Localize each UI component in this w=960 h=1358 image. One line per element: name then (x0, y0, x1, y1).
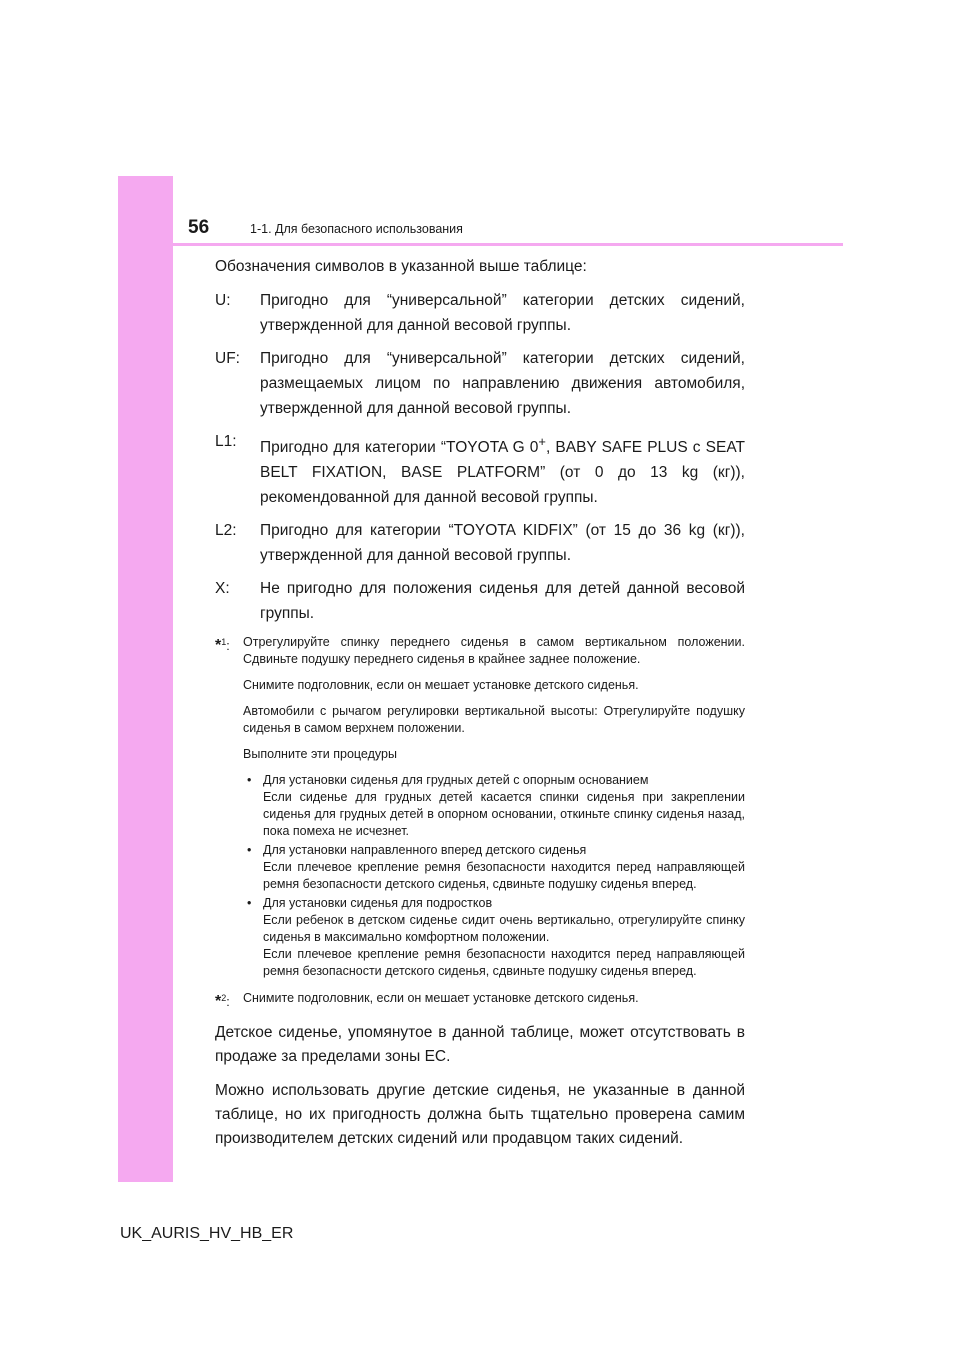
legend-item-l1 (215, 429, 745, 510)
legend-text: Не пригодно для положения сиденья для детей данной весовой группы. (260, 580, 745, 623)
legend-text-part: , BABY SAFE PLUS с SEAT BELT FIXATION, BASE PLATFORM” (от 0 до 13 kg (кг)), рекомендованной для данной весовой группы. (260, 439, 745, 507)
list-item-body (263, 842, 745, 893)
footnote-body: Снимите подголовник, если он мешает установке детского сиденья. (243, 991, 639, 1006)
body-paragraph: Детское сиденье, упомянутое в данной таблице, может отсутствовать в продаже за пределами зоны ЕС. (215, 1024, 745, 1066)
document-code: UK_AURIS_HV_HB_ER (120, 1225, 294, 1242)
bullet-icon: • (247, 843, 252, 858)
legend-item-uf (215, 346, 745, 421)
bullet-icon: • (247, 773, 252, 788)
list-item-text: Если сиденье для грудных детей касается спинки сиденья при закреплении сиденья для грудных детей в опорном основании, откиньте спинку сиденья назад, пока помеха не исчезнет. (263, 790, 745, 839)
list-item-body (263, 772, 745, 840)
footnote-paragraph: Автомобили с рычагом регулировки вертикальной высоты: Отрегулируйте подушку сиденья в самом верхнем положении. (243, 704, 745, 736)
footnote-number: 1 (221, 637, 227, 648)
footnote-marker: *$^2$: (215, 993, 230, 1011)
footnote-paragraph: Отрегулируйте спинку переднего сиденья в самом вертикальном положении. Сдвиньте подушку переднего сиденья в крайнее заднее положение. (243, 635, 745, 667)
list-item (243, 842, 745, 893)
footnote-2 (215, 990, 745, 1011)
legend-text-part: Пригодно для категории “TOYOTA G 0 (260, 439, 539, 457)
legend-item-x (215, 576, 745, 626)
footnote-1 (215, 634, 745, 982)
legend-text: Пригодно для “универсальной” категории детских сидений, размещаемых лицом по направлению движения автомобиля, утвержденной для данной весовой группы. (260, 350, 745, 417)
legend-intro: Обозначения символов в указанной выше таблице: (215, 258, 587, 275)
legend-key: U: (215, 292, 231, 309)
legend-text (260, 429, 745, 510)
side-tab-bar (118, 176, 173, 1182)
footnote-number: 2 (221, 993, 227, 1004)
list-item-body (263, 895, 745, 980)
legend-item-u (215, 288, 745, 338)
list-item (243, 772, 745, 840)
list-item-title: Для установки сиденья для грудных детей с опорным основанием (263, 773, 649, 788)
list-item-text: Если плечевое крепление ремня безопасности находится перед направляющей ремня безопасности детского сиденья, сдвиньте подушку сиденья вперед. (263, 947, 745, 979)
body-paragraph: Можно использовать другие детские сиденья, не указанные в данной таблице, но их пригодность должна быть тщательно проверена самим производителем детских сидений или продавцом таких сидений. (215, 1082, 745, 1148)
footnote-marker: *$^1$: (215, 637, 230, 655)
legend-key: UF: (215, 350, 240, 367)
bullet-icon: • (247, 896, 252, 911)
list-item-title: Для установки направленного вперед детского сиденья (263, 843, 587, 858)
legend-key: L1: (215, 433, 237, 450)
footnote-paragraph: Снимите подголовник, если он мешает установке детского сиденья. (243, 678, 639, 693)
page-number: 56 (188, 217, 210, 238)
section-title: 1-1. Для безопасного использования (250, 222, 463, 236)
procedure-list (243, 772, 745, 980)
list-item-title: Для установки сиденья для подростков (263, 896, 493, 911)
legend-key: X: (215, 580, 230, 598)
list-item-text: Если ребенок в детском сиденье сидит очень вертикально, отрегулируйте спинку сиденья в максимально комфортном положении. (263, 913, 745, 945)
header-rule (173, 243, 843, 246)
legend-text: Пригодно для категории “TOYOTA KIDFIX” (от 15 до 36 kg (кг)), утвержденной для данной весовой группы. (260, 522, 745, 565)
footnote-paragraph: Выполните эти процедуры (243, 747, 397, 762)
main-content (215, 256, 745, 1159)
footnote-body (243, 634, 745, 982)
legend-item-l2 (215, 518, 745, 568)
list-item (243, 895, 745, 980)
legend-text: Пригодно для “универсальной” категории детских сидений, утвержденной для данной весовой группы. (260, 292, 745, 334)
legend-superscript: + (538, 434, 546, 449)
list-item-text: Если плечевое крепление ремня безопасности находится перед направляющей ремня безопасности детского сиденья, сдвиньте подушку сиденья вперед. (263, 860, 745, 892)
footnote-star: * (215, 637, 222, 655)
legend-key: L2: (215, 522, 237, 540)
footnote-star: * (215, 993, 222, 1011)
